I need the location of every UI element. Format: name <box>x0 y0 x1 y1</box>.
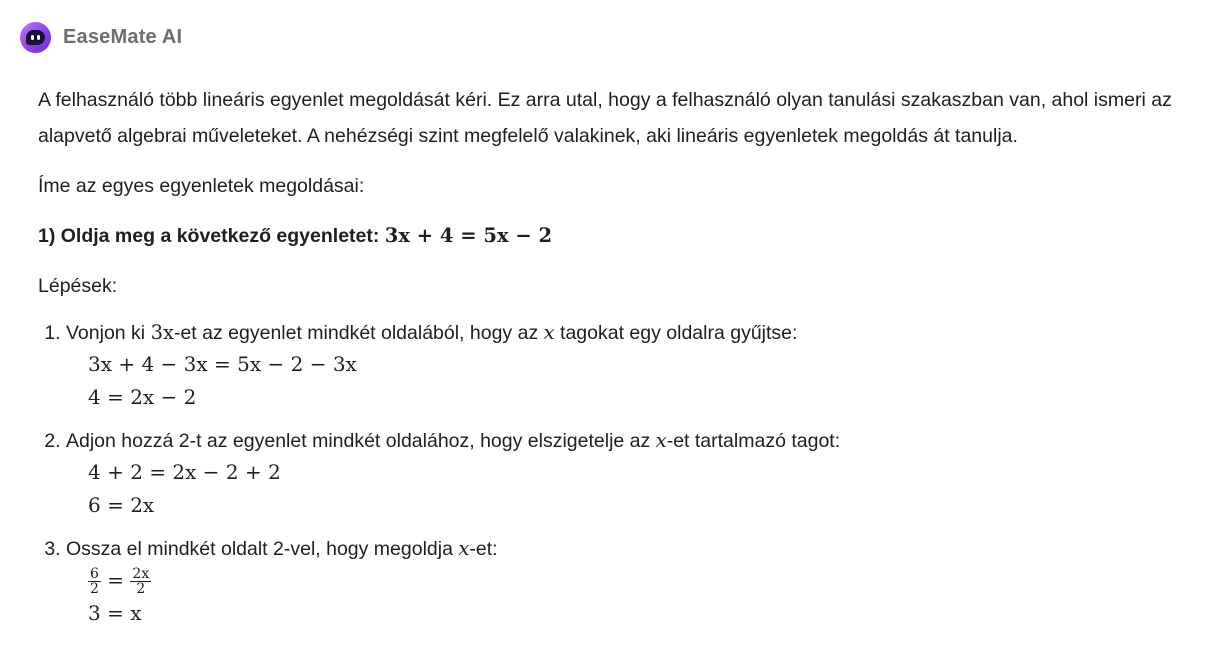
fraction-left <box>88 567 101 596</box>
app-name: EaseMate AI <box>63 25 183 48</box>
numerator: 2x <box>132 566 150 582</box>
problem-1-label: 1) Oldja meg a következő egyenletet: <box>38 225 380 247</box>
step-text: -et az egyenlet mindkét oldalából, hogy az <box>173 322 544 344</box>
solutions-heading: Íme az egyes egyenletek megoldásai: <box>38 175 365 197</box>
chat-header <box>20 20 182 54</box>
equation-line: 6 = 2x <box>88 493 155 517</box>
list-item <box>66 318 1203 414</box>
fraction-equation <box>88 564 1203 597</box>
steps-list <box>38 318 1203 630</box>
step-text: -et: <box>469 538 498 560</box>
step-text: -et tartalmazó tagot: <box>666 430 841 452</box>
step-text: Ossza el mindkét oldalt 2-vel, hogy megoldja <box>66 538 459 560</box>
math-term: x <box>543 321 555 344</box>
step-text: Vonjon ki <box>66 322 151 344</box>
equation-line: 3x + 4 − 3x = 5x − 2 − 3x <box>88 352 357 376</box>
math-term: 3x <box>150 321 174 344</box>
step-text: Adjon hozzá 2-t az egyenlet mindkét oldalához, hogy elszigetelje az <box>66 430 656 452</box>
steps-heading: Lépések: <box>38 275 118 297</box>
equation-line: 3 = x <box>88 601 142 625</box>
intro-paragraph: A felhasználó több lineáris egyenlet megoldását kéri. Ez arra utal, hogy a felhasználó olyan tanulási szakaszban van, ahol ismeri az alapvető algebrai műveleteket. A nehézségi szint megfelelő valakinek, aki lineáris egyenletek megoldás át tanulja. <box>38 89 1172 147</box>
math-term: x <box>655 429 667 452</box>
math-term: x <box>458 537 470 560</box>
assistant-message <box>38 82 1203 642</box>
numerator: 6 <box>90 566 99 582</box>
list-item <box>66 426 1203 522</box>
denominator: 2 <box>136 581 146 597</box>
fraction-right <box>130 567 151 596</box>
problem-1 <box>38 218 1203 254</box>
equals-sign: = <box>107 568 125 592</box>
list-item <box>66 534 1203 630</box>
easemate-logo-icon <box>20 22 51 53</box>
equation-line: 4 + 2 = 2x − 2 + 2 <box>88 460 281 484</box>
denominator: 2 <box>90 581 99 597</box>
equation-line: 4 = 2x − 2 <box>88 385 197 409</box>
problem-1-equation: 3x + 4 = 5x − 2 <box>384 224 553 247</box>
step-text: tagokat egy oldalra gyűjtse: <box>554 322 798 344</box>
